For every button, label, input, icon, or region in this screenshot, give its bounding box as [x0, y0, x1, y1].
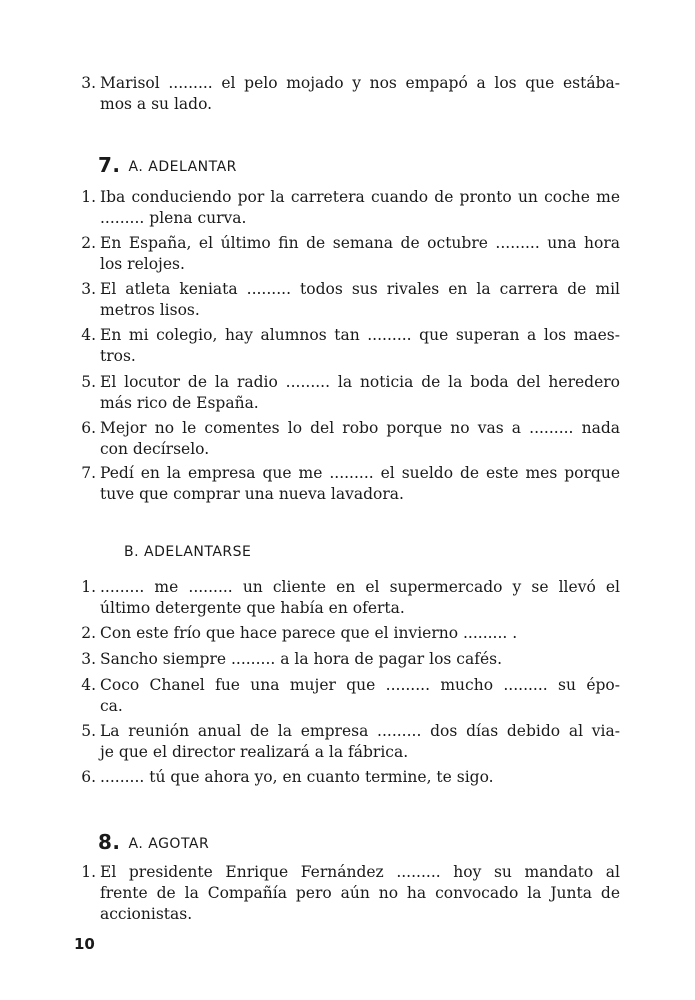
- section-8-heading: [98, 829, 209, 853]
- item-line: frente de la Compañía pero aún no ha convocado la Junta de: [100, 884, 620, 902]
- item-number: 2.: [81, 234, 96, 252]
- item-line: los relojes.: [100, 255, 185, 273]
- item-number: 2.: [81, 624, 96, 642]
- item-line: tros.: [100, 347, 136, 365]
- item-number: 5.: [81, 373, 96, 391]
- item-line: Mejor no le comentes lo del robo porque no vas a ......... nada: [100, 419, 620, 437]
- item-line: con decírselo.: [100, 440, 210, 458]
- exercise-item-top-3: [81, 73, 620, 115]
- page-number: 10: [74, 935, 95, 953]
- item-line: ......... me ......... un cliente en el supermercado y se llevó el: [100, 578, 620, 596]
- item-number: 5.: [81, 722, 96, 740]
- item-number: 1.: [81, 578, 96, 596]
- exercise-item-7a-4: [81, 325, 620, 367]
- item-line: En España, el último fin de semana de octubre ......... una hora: [100, 234, 620, 252]
- section-title: A. AGOTAR: [128, 836, 210, 852]
- exercise-item-7b-5: [81, 721, 620, 763]
- item-line: Coco Chanel fue una mujer que ......... mucho ......... su épo-: [100, 676, 620, 694]
- item-line: Con este frío que hace parece que el invierno ......... .: [100, 624, 518, 642]
- section-number: 7.: [98, 153, 121, 177]
- item-number: 1.: [81, 188, 96, 206]
- item-line: Marisol ......... el pelo mojado y nos empapó a los que estába-: [100, 74, 620, 92]
- exercise-item-8a-1: [81, 862, 620, 925]
- exercise-item-7a-2: [81, 233, 620, 275]
- item-line: mos a su lado.: [100, 95, 213, 113]
- exercise-item-7b-2: [81, 623, 620, 644]
- item-line: En mi colegio, hay alumnos tan ......... que superan a los maes-: [100, 326, 620, 344]
- item-number: 4.: [81, 676, 96, 694]
- item-number: 6.: [81, 419, 96, 437]
- item-line: más rico de España.: [100, 394, 259, 412]
- item-line: Iba conduciendo por la carretera cuando de pronto un coche me: [100, 188, 620, 206]
- section-7-heading: [98, 152, 237, 176]
- item-line: accionistas.: [100, 905, 193, 923]
- exercise-item-7b-4: [81, 675, 620, 717]
- section-7b-heading: B. ADELANTARSE: [124, 544, 252, 560]
- item-line: último detergente que había en oferta.: [100, 599, 405, 617]
- section-title: A. ADELANTAR: [128, 159, 237, 175]
- item-line: ......... plena curva.: [100, 209, 247, 227]
- item-line: La reunión anual de la empresa ......... dos días debido al via-: [100, 722, 620, 740]
- exercise-item-7a-3: [81, 279, 620, 321]
- exercise-item-7a-7: [81, 463, 620, 505]
- exercise-item-7a-5: [81, 372, 620, 414]
- item-number: 3.: [81, 74, 96, 92]
- item-number: 3.: [81, 280, 96, 298]
- item-number: 1.: [81, 863, 96, 881]
- item-line: ......... tú que ahora yo, en cuanto termine, te sigo.: [100, 768, 494, 786]
- section-number: 8.: [98, 830, 121, 854]
- item-line: tuve que comprar una nueva lavadora.: [100, 485, 404, 503]
- item-line: je que el director realizará a la fábrica.: [100, 743, 409, 761]
- exercise-item-7b-1: [81, 577, 620, 619]
- exercise-item-7b-3: [81, 649, 620, 670]
- exercise-item-7a-6: [81, 418, 620, 460]
- item-line: El presidente Enrique Fernández ......... hoy su mandato al: [100, 863, 620, 881]
- item-line: Pedí en la empresa que me ......... el sueldo de este mes porque: [100, 464, 620, 482]
- item-number: 6.: [81, 768, 96, 786]
- item-line: metros lisos.: [100, 301, 200, 319]
- item-number: 3.: [81, 650, 96, 668]
- item-line: El locutor de la radio ......... la noticia de la boda del heredero: [100, 373, 620, 391]
- exercise-item-7a-1: [81, 187, 620, 229]
- item-number: 4.: [81, 326, 96, 344]
- exercise-item-7b-6: [81, 767, 620, 788]
- item-line: Sancho siempre ......... a la hora de pagar los cafés.: [100, 650, 503, 668]
- item-line: El atleta keniata ......... todos sus rivales en la carrera de mil: [100, 280, 620, 298]
- item-line: ca.: [100, 697, 123, 715]
- item-number: 7.: [81, 464, 96, 482]
